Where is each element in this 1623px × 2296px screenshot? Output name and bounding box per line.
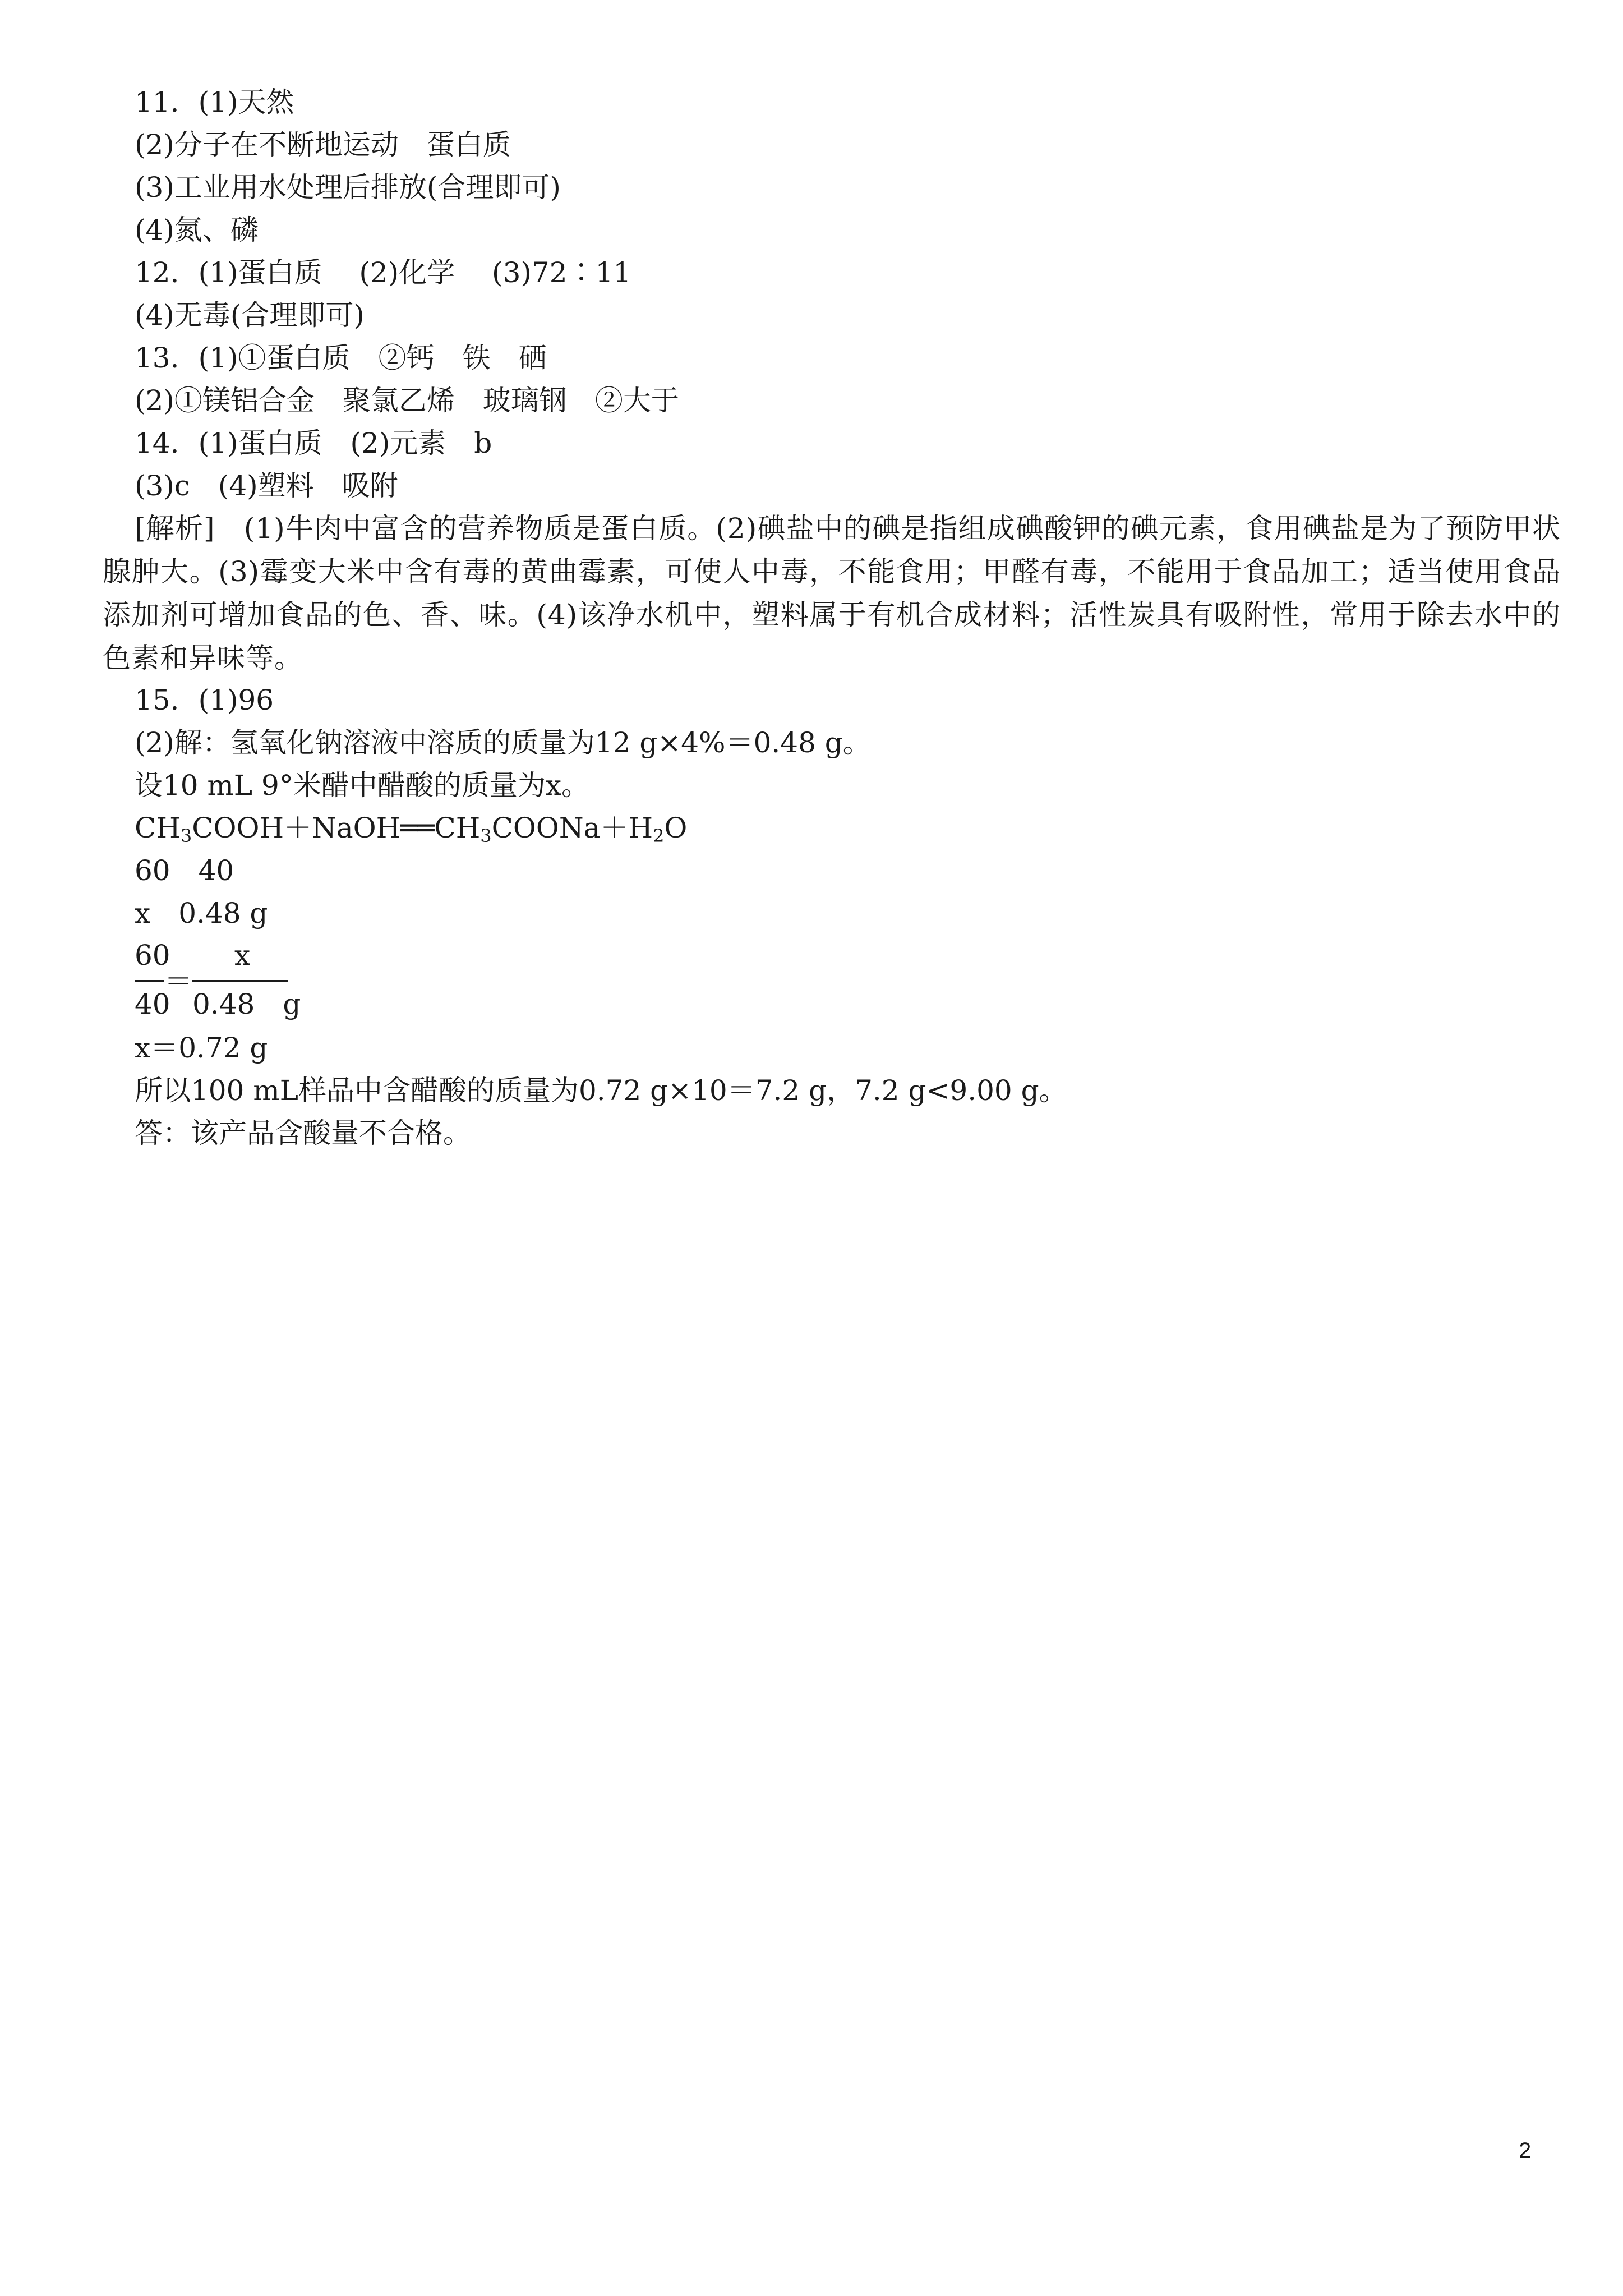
answer-14-line-2: (3)c (4)塑料 吸附: [135, 470, 398, 502]
fraction-equals-sign: ＝: [164, 965, 192, 998]
fraction-denominator-left: 40: [135, 988, 170, 1020]
answer-15-solution-line: (2)解：氢氧化钠溶液中溶质的质量为12 g×4%＝0.48 g。: [135, 726, 871, 759]
fraction-bar-right: [192, 980, 288, 982]
equation-subscript-b: 3: [480, 825, 492, 846]
answer-11-line-1: 11．(1)天然: [135, 86, 294, 118]
answer-13-line-2: (2)①镁铝合金 聚氯乙烯 玻璃钢 ②大于: [135, 384, 679, 417]
fraction-bar-left: [135, 980, 164, 982]
equation-part-d: O: [664, 812, 688, 844]
answer-12-line-2: (4)无毒(合理即可): [135, 299, 365, 332]
page-number: 2: [1519, 2138, 1532, 2163]
answer-14-line-1: 14．(1)蛋白质 (2)元素 b: [135, 427, 492, 459]
answer-13-line-1: 13．(1)①蛋白质 ②钙 铁 硒: [135, 342, 547, 374]
equation-subscript-a: 3: [180, 825, 192, 846]
variable-line: x 0.48 g: [135, 897, 268, 930]
answer-11-line-2: (2)分子在不断地运动 蛋白质: [135, 128, 511, 161]
fraction-numerator-right: x: [234, 939, 251, 972]
analysis-paragraph: [解析] (1)牛肉中富含的营养物质是蛋白质。(2)碘盐中的碘是指组成碘酸钾的碘元素，食用碘盐是为了预防甲状腺肿大。(3)霉变大米中含有毒的黄曲霉素，可使人中毒，不能食用；甲醛有毒，不能用于食品加工；适当使用食品添加剂可增加食品的色、香、味。(4)该净水机中，塑料属于有机合成材料；活性炭具有吸附性，常用于除去水中的色素和异味等。: [103, 512, 1561, 674]
conclusion-line: 所以100 mL样品中含醋酸的质量为0.72 g×10＝7.2 g，7.2 g<9.00 g。: [135, 1074, 1067, 1107]
answer-15-assumption-line: 设10 mL 9°米醋中醋酸的质量为x。: [135, 769, 590, 802]
equation-part-c: COONa＋H: [491, 812, 653, 844]
equation-subscript-c: 2: [653, 825, 665, 846]
ratio-line: 60 40: [135, 854, 234, 887]
answer-11-line-4: (4)氮、磷: [135, 214, 259, 246]
chemical-equation: [135, 807, 687, 849]
answer-15-line-1: 15．(1)96: [135, 684, 274, 716]
result-line: x＝0.72 g: [135, 1032, 268, 1064]
fraction-denominator-right: 0.48 g: [192, 988, 301, 1020]
answer-12-line-1: 12．(1)蛋白质 (2)化学 (3)72∶11: [135, 256, 631, 289]
equation-part-a: CH: [135, 812, 181, 844]
fraction-numerator-left: 60: [135, 939, 170, 972]
answer-11-line-3: (3)工业用水处理后排放(合理即可): [135, 171, 561, 204]
answer-line: 答：该产品含酸量不合格。: [135, 1117, 471, 1149]
equation-part-b: COOH＋NaOH══CH: [192, 812, 481, 844]
